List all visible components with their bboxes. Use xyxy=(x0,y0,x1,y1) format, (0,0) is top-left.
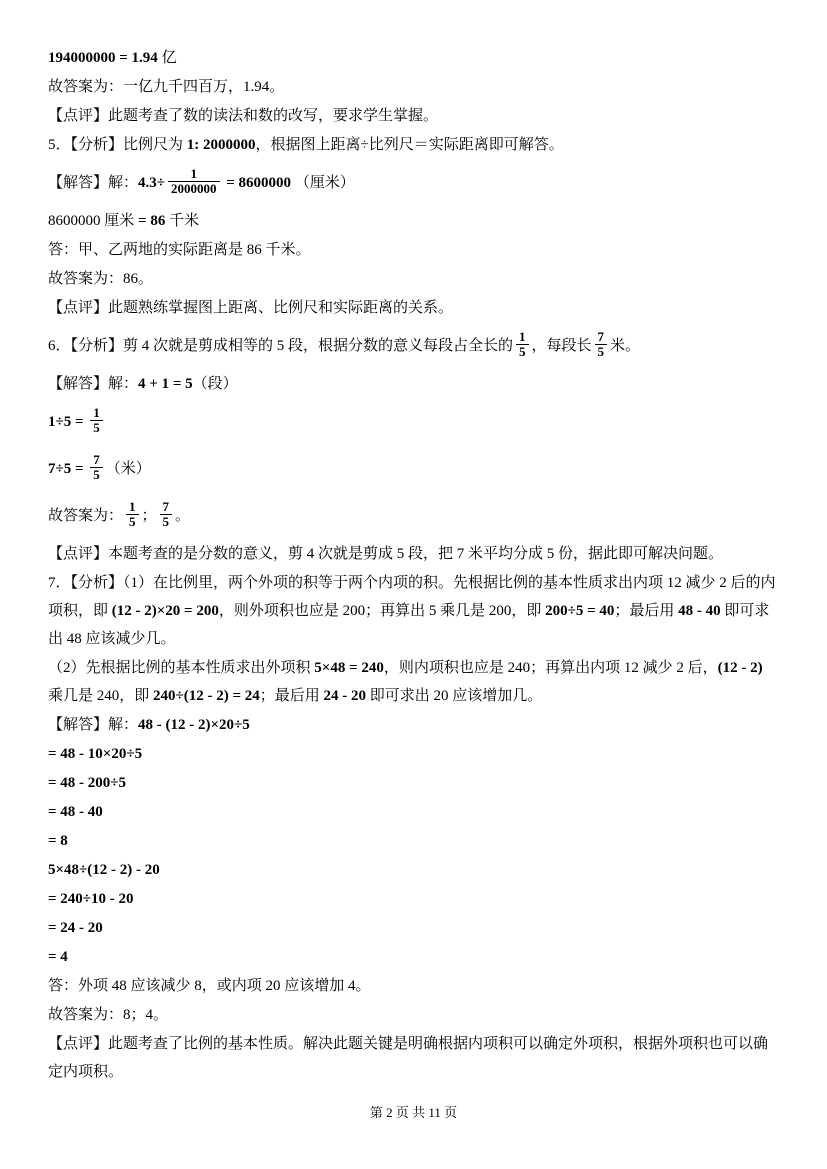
text-segment: 故答案为：86。 xyxy=(48,271,154,287)
line-analysis xyxy=(48,323,781,369)
fraction xyxy=(160,500,173,530)
text-segment: ； xyxy=(141,508,157,524)
text-segment: 7÷5 = xyxy=(48,461,88,477)
text-segment: 48 - (12 - 2)×20÷5 xyxy=(138,717,250,733)
text-segment: = 48 - 40 xyxy=(48,804,103,820)
text-segment: 200÷5 = 40 xyxy=(545,603,615,619)
line-comment xyxy=(48,1030,781,1086)
page-footer: 第 2 页 共 11 页 xyxy=(369,1105,458,1120)
text-segment: 答：外项 48 应该减少 8，或内项 20 应该增加 4。 xyxy=(48,978,371,994)
text-segment: 7．【分析】（1）在比例里，两个外项的积等于两个内项的积。先根据比例的基本性质求出内项 12 减少 2 后的内项积，即 xyxy=(48,575,776,619)
text-segment: 4.3÷ xyxy=(138,175,165,191)
document-body xyxy=(48,44,781,1087)
line-formula xyxy=(48,740,781,768)
text-segment: ，每段长 xyxy=(531,338,592,354)
text-segment: = 48 - 10×20÷5 xyxy=(48,746,143,762)
line-conclusion xyxy=(48,236,781,264)
text-segment: （米） xyxy=(105,461,151,477)
text-segment: 【点评】此题考查了比例的基本性质。解决此题关键是明确根据内项积可以确定外项积，根据外项积也可以确定内项积。 xyxy=(48,1036,769,1080)
text-segment: 故答案为：8；4。 xyxy=(48,1007,169,1023)
line-analysis xyxy=(48,131,781,159)
text-segment: 194000000 = 1.94 xyxy=(48,50,162,66)
text-segment: 48 - 40 xyxy=(678,603,721,619)
fraction-numerator: 1 xyxy=(190,165,197,181)
text-segment: （2）先根据比例的基本性质求出外项积 xyxy=(48,660,315,676)
text-segment: 亿 xyxy=(161,50,177,66)
line-comment xyxy=(48,102,781,130)
line-comment xyxy=(48,540,781,568)
text-segment: = 48 - 200÷5 xyxy=(48,775,127,791)
text-segment: 6．【分析】剪 4 次就是剪成相等的 5 段，根据分数的意义每段占全长的 xyxy=(48,338,514,354)
text-segment: 【解答】解： xyxy=(48,717,139,733)
fraction-numerator: 1 xyxy=(129,498,136,514)
line-formula xyxy=(48,827,781,855)
line-comment xyxy=(48,294,781,322)
line-conclusion xyxy=(48,972,781,1000)
text-segment: = 240÷10 - 20 xyxy=(48,891,134,907)
line-analysis xyxy=(48,654,781,710)
line-formula xyxy=(48,914,781,942)
text-segment: 故答案为：一亿九千四百万，1.94。 xyxy=(48,79,285,95)
line-formula xyxy=(48,399,781,445)
text-segment: (12 - 2) xyxy=(717,660,763,676)
line-formula xyxy=(48,856,781,884)
line-solution xyxy=(48,160,781,206)
fraction xyxy=(90,406,103,436)
text-segment: 千米 xyxy=(165,213,200,229)
text-segment: (12 - 2)×20 = 200 xyxy=(111,603,219,619)
line-solution xyxy=(48,711,781,739)
fraction-denominator: 2000000 xyxy=(168,181,220,196)
text-segment: 米。 xyxy=(610,338,641,354)
text-segment: 答：甲、乙两地的实际距离是 86 千米。 xyxy=(48,242,311,258)
text-segment: = 4 xyxy=(48,949,68,965)
fraction xyxy=(595,330,608,360)
text-segment: 故答案为： xyxy=(48,508,124,524)
line-formula xyxy=(48,207,781,235)
fraction xyxy=(90,453,103,483)
text-segment: ；最后用 xyxy=(259,688,324,704)
text-segment: 即可求出 48 应该减少几。 xyxy=(48,603,770,647)
text-segment: 【解答】解： xyxy=(48,175,139,191)
line-formula xyxy=(48,446,781,492)
text-segment: = 8 xyxy=(48,833,68,849)
text-segment: = 86 xyxy=(134,213,166,229)
line-answer xyxy=(48,1001,781,1029)
text-segment: 。 xyxy=(175,508,191,524)
text-segment: 5．【分析】比例尺为 xyxy=(48,137,187,153)
fraction-denominator: 5 xyxy=(126,514,139,529)
text-segment: 1: 2000000 xyxy=(186,137,256,153)
line-answer xyxy=(48,265,781,293)
text-segment: ，则外项积也应是 200；再算出 5 乘几是 200，即 xyxy=(218,603,546,619)
text-segment: （段） xyxy=(192,376,238,392)
line-formula xyxy=(48,798,781,826)
fraction-denominator: 5 xyxy=(595,344,608,359)
fraction-numerator: 1 xyxy=(519,328,526,344)
line-analysis xyxy=(48,569,781,653)
fraction-numerator: 7 xyxy=(162,498,170,514)
fraction-denominator: 5 xyxy=(90,467,103,482)
line-formula xyxy=(48,943,781,971)
text-segment: 【点评】此题考查了数的读法和数的改写，要求学生掌握。 xyxy=(48,108,439,124)
text-segment: 5×48÷(12 - 2) - 20 xyxy=(48,862,160,878)
line-answer xyxy=(48,493,781,539)
text-segment: （厘米） xyxy=(291,175,355,191)
text-segment: 240÷(12 - 2) = 24 xyxy=(153,688,260,704)
text-segment: 4 + 1 = 5 xyxy=(138,376,193,392)
text-segment: = 8600000 xyxy=(222,175,292,191)
text-segment: 即可求出 20 应该增加几。 xyxy=(366,688,543,704)
fraction xyxy=(126,500,139,530)
text-segment: 8600000 厘米 xyxy=(48,213,135,229)
text-segment: = 24 - 20 xyxy=(48,920,103,936)
text-segment: 乘几是 240，即 xyxy=(48,688,154,704)
line-solution xyxy=(48,370,781,398)
fraction-denominator: 5 xyxy=(90,420,103,435)
text-segment: ；最后用 xyxy=(614,603,679,619)
fraction-denominator: 5 xyxy=(160,514,173,529)
fraction-numerator: 7 xyxy=(93,451,100,467)
line-formula xyxy=(48,769,781,797)
fraction-numerator: 1 xyxy=(93,404,100,420)
text-segment: 5×48 = 240 xyxy=(314,660,384,676)
text-segment: 【点评】本题考查的是分数的意义，剪 4 次就是剪成 5 段，把 7 米平均分成 5 份，据此即可解决问题。 xyxy=(48,546,724,562)
fraction-denominator: 5 xyxy=(516,344,529,359)
text-segment: 24 - 20 xyxy=(323,688,367,704)
line-formula xyxy=(48,885,781,913)
text-segment: ，根据图上距离÷比列尺＝实际距离即可解答。 xyxy=(255,137,564,153)
line-formula xyxy=(48,44,781,72)
text-segment: ，则内项积也应是 240；再算出内项 12 减少 2 后， xyxy=(383,660,718,676)
text-segment: 【点评】此题熟练掌握图上距离、比例尺和实际距离的关系。 xyxy=(48,300,454,316)
text-segment: 【解答】解： xyxy=(48,376,139,392)
text-segment: 1÷5 = xyxy=(48,414,88,430)
fraction xyxy=(168,167,220,197)
fraction-numerator: 7 xyxy=(597,328,605,344)
line-answer xyxy=(48,73,781,101)
fraction xyxy=(516,330,529,360)
